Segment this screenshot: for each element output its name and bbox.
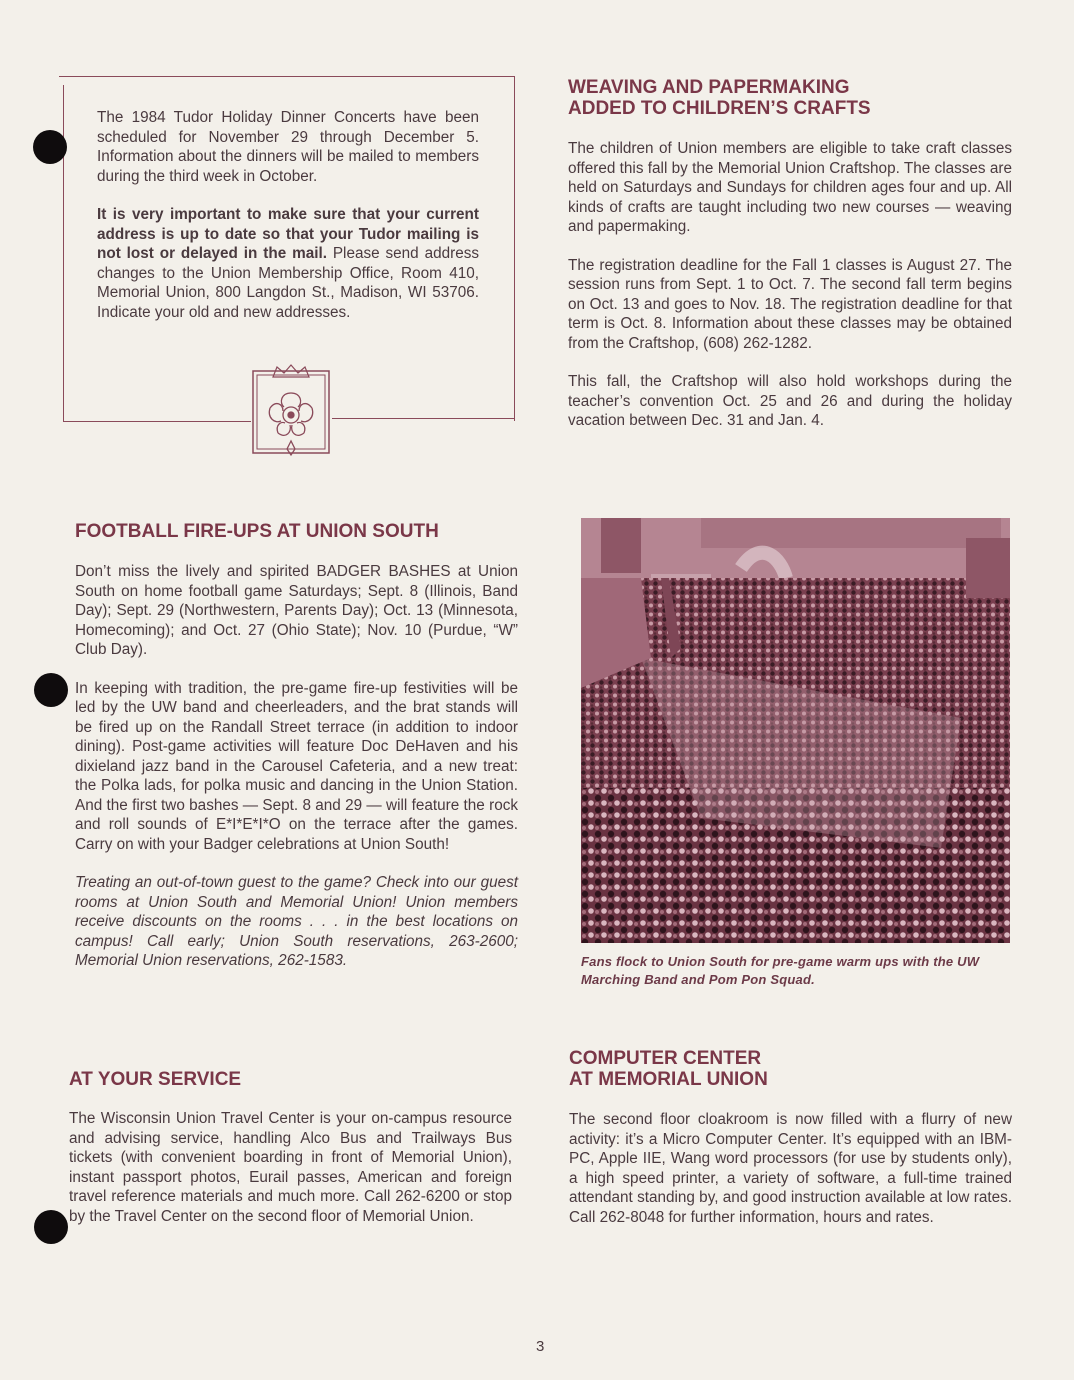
service-heading: AT YOUR SERVICE — [69, 1069, 242, 1090]
crowd-photo — [581, 518, 1010, 943]
tudor-address-text: Please send address changes to the Union Membership Office, Room 410, Memorial Union, 800 Langdon St., Madison, WI 53706. Indicate your old and new addresses. — [97, 245, 479, 321]
binder-hole-middle — [34, 673, 68, 707]
tudor-notice — [97, 108, 479, 322]
tudor-important-text: It is very important to make sure that your current address is up to date so that your Tudor mailing is not lost or delayed in the mail. — [97, 206, 479, 262]
tudor-box-bottom-rule-left — [63, 421, 251, 422]
football-article — [75, 521, 518, 971]
tudor-box-bottom-rule-right — [332, 418, 515, 419]
weaving-paragraph-3: This fall, the Craftshop will also hold workshops during the teacher’s convention Oct. 25 and 26 and during the holiday vacation between Dec. 31 and Jan. 4. — [568, 373, 1012, 429]
weaving-heading — [568, 77, 1012, 119]
binder-hole-bottom — [34, 1210, 68, 1244]
weaving-heading-line-1: WEAVING AND PAPERMAKING — [568, 77, 850, 98]
weaving-paragraph-1: The children of Union members are eligible to take craft classes offered this fall by the Memorial Union Craftshop. The classes are held on Saturdays and Sundays for children ages four and up. All kinds of crafts are taught including two new courses — weaving and papermaking. — [568, 140, 1012, 235]
weaving-paragraph-2: The registration deadline for the Fall 1 classes is August 27. The session runs from Sept. 1 to Oct. 7. The second fall term begins on Oct. 13 and goes to Nov. 18. The registration deadline for that term is Oct. 8. Information about these classes may be obtained from the Craftshop, (608) 262-1282. — [568, 256, 1012, 352]
photo-caption-block — [581, 953, 1013, 989]
page-number: 3 — [536, 1338, 545, 1355]
weaving-article — [568, 77, 1012, 431]
football-heading: FOOTBALL FIRE-UPS AT UNION SOUTH — [75, 521, 439, 542]
tudor-paragraph-1: The 1984 Tudor Holiday Dinner Concerts have been scheduled for November 29 through December 5. Information about the dinners will be mailed to members during the third week in October. — [97, 109, 479, 185]
computer-article — [569, 1048, 1012, 1227]
tudor-paragraph-2 — [97, 205, 479, 322]
service-article — [69, 1069, 512, 1226]
football-paragraph-1: Don’t miss the lively and spirited BADGER BASHES at Union South on home football game Saturdays; Sept. 8 (Illinois, Band Day); Sept. 29 (Northwestern, Parents Day); Oct. 13 (Minnesota, Homecoming); and Oct. 27 (Ohio State); Nov. 10 (Purdue, “W” Club Day). — [75, 563, 518, 658]
binder-hole-top — [33, 130, 67, 164]
tudor-rose-emblem — [251, 363, 331, 459]
photo-caption: Fans flock to Union South for pre-game warm ups with the UW Marching Band and Pom Pon Squad. — [581, 954, 980, 987]
computer-paragraph: The second floor cloakroom is now filled with a flurry of new activity: it’s a Micro Computer Center. It’s equipped with an IBM-PC, Apple IIE, Wang word processors (for use by students only), a high speed printer, a variety of software, a full-time trained attendant standing by, and good instruction available at low rates. Call 262-8048 for further information, hours and rates. — [569, 1111, 1012, 1226]
football-guest-rooms-note: Treating an out-of-town guest to the game? Check into our guest rooms at Union South and Memorial Union! Union members receive discounts on the rooms . . . in the best locations on campus! Call early; Union South reservations, 263-2600; Memorial Union reservations, 262-1583. — [75, 874, 518, 969]
computer-heading-line-1: COMPUTER CENTER — [569, 1048, 762, 1069]
weaving-heading-line-2: ADDED TO CHILDREN’S CRAFTS — [568, 98, 871, 119]
football-paragraph-2: In keeping with tradition, the pre-game fire-up festivities will be led by the UW band and cheerleaders, and the brat stands will be fired up on the Randall Street terrace (in addition to indoor dining). Post-game activities will feature Doc DeHaven and his dixieland jazz band in the Carousel Cafeteria, and a new treat: the Polka lads, for polka music and dancing in the Union Station. And the first two bashes — Sept. 8 and 29 — will feature the rock and roll sounds of E*I*E*I*O on the terrace after the games. Carry on with your Badger celebrations at Union South! — [75, 679, 518, 853]
computer-heading-line-2: AT MEMORIAL UNION — [569, 1069, 768, 1090]
service-paragraph: The Wisconsin Union Travel Center is your on-campus resource and advising service, handling Alco Bus and Trailways Bus tickets (with convenient boarding in front of Memorial Union), instant passport photos, Eurail passes, American and foreign travel reference materials and much more. Call 262-6200 or stop by the Travel Center on the second floor of Memorial Union. — [69, 1110, 512, 1225]
computer-heading — [569, 1048, 1012, 1090]
crowd-photo-image — [581, 518, 1010, 943]
